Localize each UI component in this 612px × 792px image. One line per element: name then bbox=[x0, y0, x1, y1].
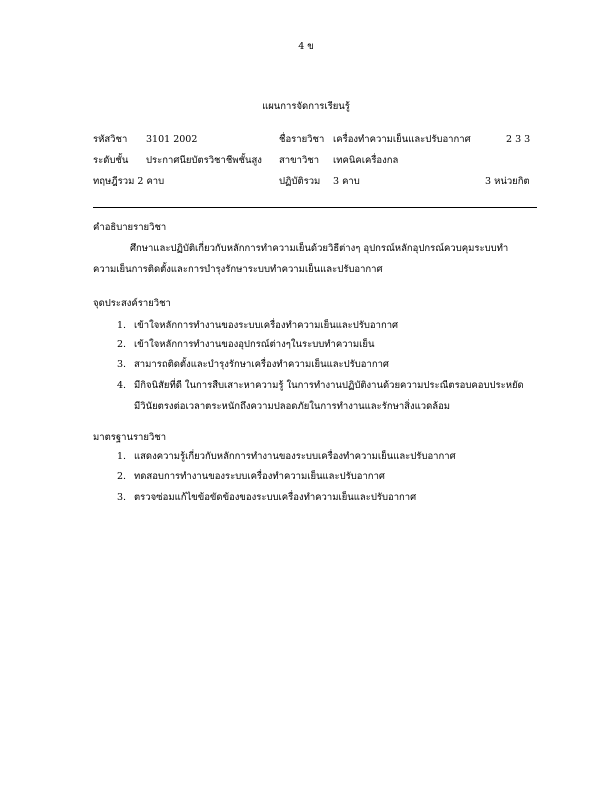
objective-item: มีกิจนิสัยที่ดี ในการสืบเสาะหาความรู้ ในการทำงานปฏิบัติงานด้วยความประณีตรอบคอบประหยัด bbox=[134, 380, 524, 391]
major-label: สาขาวิชา bbox=[279, 155, 320, 166]
credit-structure: 2 3 3 bbox=[506, 134, 531, 145]
page-title: แผนการจัดการเรียนรู้ bbox=[262, 101, 350, 112]
objective-item: เข้าใจหลักการทำงานของอุปกรณ์ต่างๆในระบบทำความเย็น bbox=[134, 339, 375, 350]
standard-number: 2. bbox=[117, 471, 127, 482]
course-code-value: 3101 2002 bbox=[146, 134, 198, 145]
standards-heading: มาตรฐานรายวิชา bbox=[93, 432, 167, 443]
objective-item: เข้าใจหลักการทำงานของระบบเครื่องทำความเย็นและปรับอากาศ bbox=[134, 320, 399, 331]
page-number: 4 ข bbox=[298, 41, 314, 52]
standard-number: 3. bbox=[117, 492, 127, 503]
objective-number: 4. bbox=[117, 380, 127, 391]
credits: 3 หน่วยกิต bbox=[485, 176, 530, 187]
objectives-heading: จุดประสงค์รายวิชา bbox=[93, 298, 171, 309]
objective-number: 3. bbox=[117, 359, 127, 370]
practice-value: 3 คาบ bbox=[333, 176, 360, 187]
objective-item: สามารถติดตั้งและบำรุงรักษาเครื่องทำความเย็นและปรับอากาศ bbox=[134, 359, 389, 370]
objective-number: 1. bbox=[117, 320, 127, 331]
standard-number: 1. bbox=[117, 451, 127, 462]
theory-hours: ทฤษฎีรวม 2 คาบ bbox=[93, 176, 165, 187]
divider-line bbox=[93, 207, 537, 208]
description-line-1: ศึกษาและปฏิบัติเกี่ยวกับหลักการทำความเย็นด้วยวิธีต่างๆ อุปกรณ์หลักอุปกรณ์ควบคุมระบบทำ bbox=[130, 243, 509, 254]
standard-item: ทดสอบการทำงานของระบบเครื่องทำความเย็นและปรับอากาศ bbox=[134, 471, 385, 482]
practice-label: ปฏิบัติรวม bbox=[279, 176, 321, 187]
standard-item: แสดงความรู้เกี่ยวกับหลักการทำงานของระบบเครื่องทำความเย็นและปรับอากาศ bbox=[134, 451, 456, 462]
objective-number: 2. bbox=[117, 339, 127, 350]
description-line-2: ความเย็นการติดตั้งและการบำรุงรักษาระบบทำความเย็นและปรับอากาศ bbox=[93, 264, 383, 275]
course-name-label: ชื่อรายวิชา bbox=[279, 134, 325, 145]
level-value: ประกาศนียบัตรวิชาชีพชั้นสูง bbox=[146, 155, 262, 166]
standard-item: ตรวจซ่อมแก้ไขข้อขัดข้องของระบบเครื่องทำความเย็นและปรับอากาศ bbox=[134, 492, 417, 503]
course-name-value: เครื่องทำความเย็นและปรับอากาศ bbox=[333, 134, 471, 145]
objective-item-continuation: มีวินัยตรงต่อเวลาตระหนักถึงความปลอดภัยในการทำงานและรักษาสิ่งแวดล้อม bbox=[134, 401, 451, 412]
description-heading: คำอธิบายรายวิชา bbox=[93, 222, 167, 233]
major-value: เทคนิคเครื่องกล bbox=[333, 155, 399, 166]
course-code-label: รหัสวิชา bbox=[93, 134, 128, 145]
level-label: ระดับชั้น bbox=[93, 155, 129, 166]
